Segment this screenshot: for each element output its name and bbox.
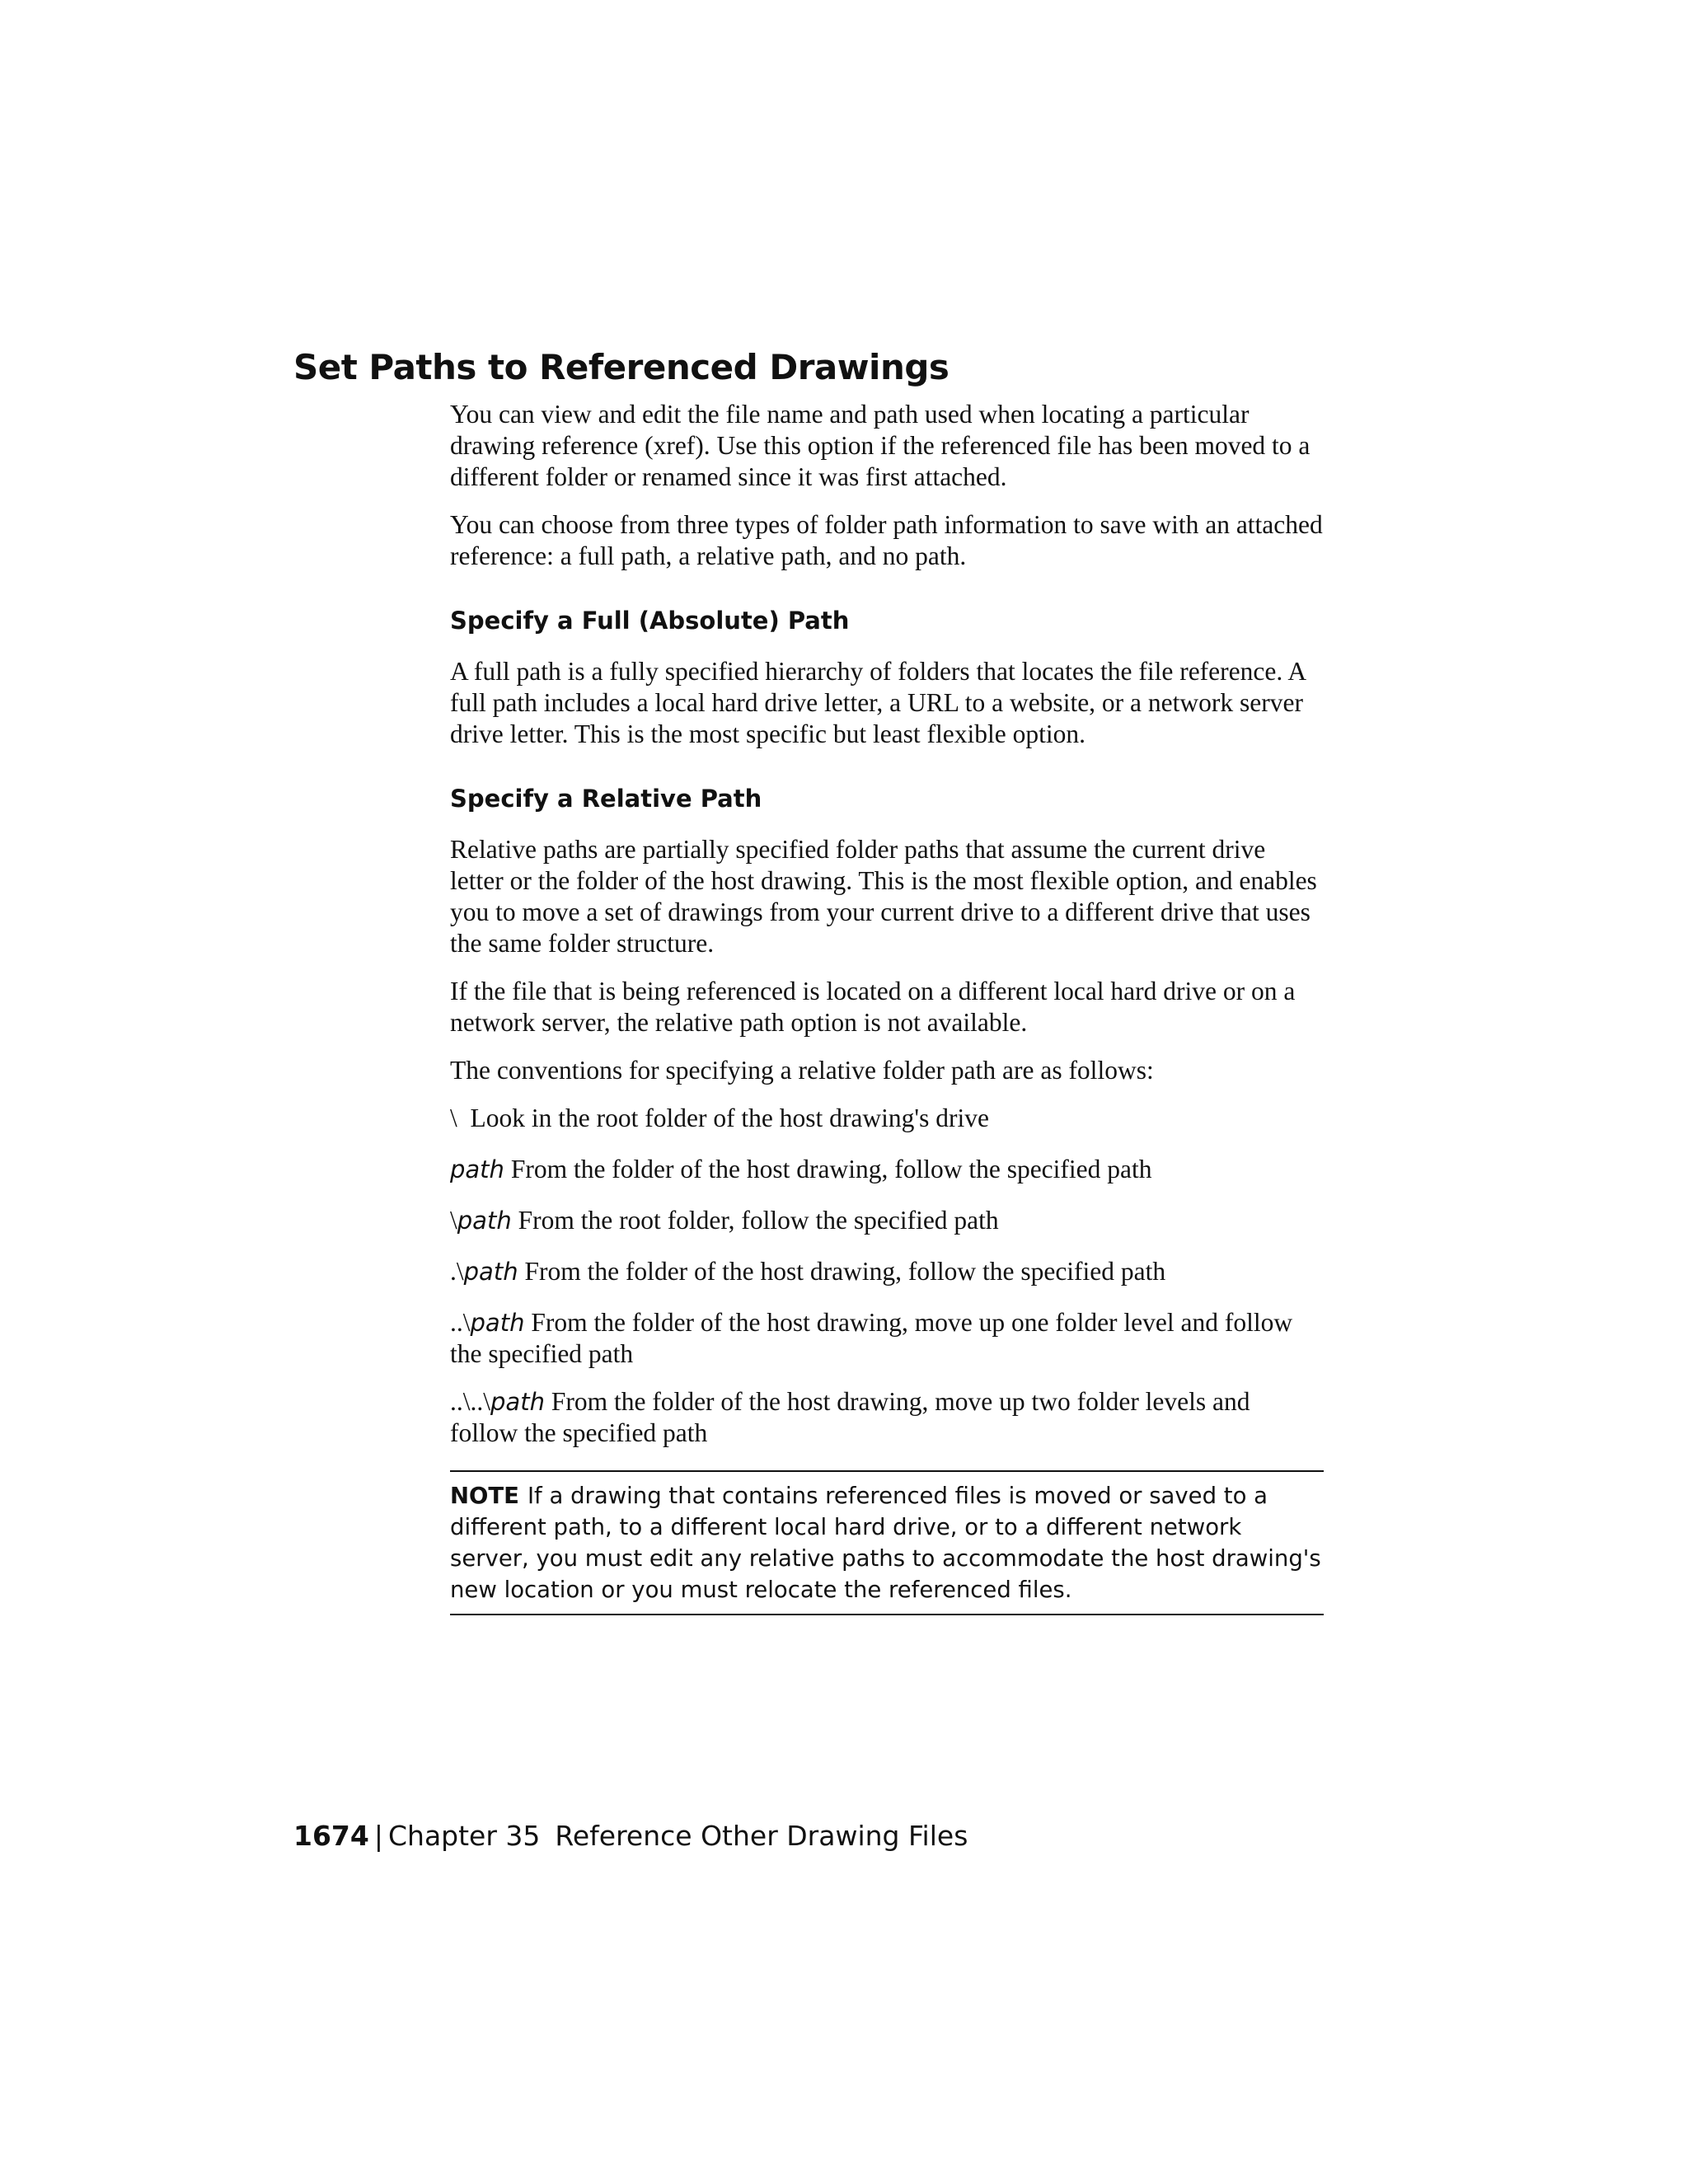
page-number: 1674: [293, 1820, 369, 1852]
chapter-label: Chapter 35: [387, 1820, 541, 1852]
note-text: If a drawing that contains referenced files is moved or saved to a different path, to a different local hard drive, or to a different network server, you must edit any relative paths to accommodate the host drawing's new location or you must relocate the referenced files.: [450, 1483, 1321, 1603]
convention-term: path: [450, 1155, 504, 1183]
convention-item: [450, 1103, 1324, 1134]
convention-description: From the folder of the host drawing, move up two folder levels and follow the specified path: [450, 1387, 1250, 1447]
main-content: [450, 399, 1324, 1615]
convention-description: From the folder of the host drawing, follow the specified path: [510, 1155, 1152, 1183]
page-footer: [293, 1818, 968, 1854]
convention-prefix: ..\: [450, 1308, 471, 1337]
convention-prefix: \: [450, 1104, 457, 1132]
convention-description: From the root folder, follow the specified path: [518, 1206, 999, 1235]
convention-description: Look in the root folder of the host drawing's drive: [470, 1104, 989, 1132]
convention-term: path: [490, 1388, 545, 1416]
convention-term: path: [463, 1258, 518, 1286]
convention-prefix: ..\..\: [450, 1387, 491, 1416]
section-heading-full-path: Specify a Full (Absolute) Path: [450, 607, 850, 635]
relative-path-paragraph: Relative paths are partially specified folder paths that assume the current drive letter or the folder of the host drawing. This is the most flexible option, and enables you to move a set of drawings from your current drive to a different drive that uses the same folder structure.: [450, 835, 1317, 958]
convention-item: [450, 1307, 1324, 1370]
footer-separator: |: [373, 1820, 383, 1852]
intro-paragraph: You can view and edit the file name and path used when locating a particular drawing reference (xref). Use this option if the referenced file has been moved to a different folder or renamed since it was first attached.: [450, 400, 1311, 491]
relative-path-paragraph: The conventions for specifying a relative folder path are as follows:: [450, 1056, 1154, 1085]
section-heading-relative-path: Specify a Relative Path: [450, 785, 762, 813]
convention-description: From the folder of the host drawing, move up one folder level and follow the specified path: [450, 1308, 1293, 1368]
intro-paragraph: You can choose from three types of folder path information to save with an attached reference: a full path, a relative path, and no path.: [450, 510, 1323, 570]
relative-path-paragraph: If the file that is being referenced is located on a different local hard drive or on a network server, the relative path option is not available.: [450, 977, 1296, 1037]
convention-item: [450, 1205, 1324, 1236]
convention-item: [450, 1386, 1324, 1449]
note-label: NOTE: [450, 1483, 519, 1509]
full-path-paragraph: A full path is a fully specified hierarchy of folders that locates the file reference. A full path includes a local hard drive letter, a URL to a website, or a network server drive letter. This is the most specific but least flexible option.: [450, 657, 1306, 748]
chapter-title: Reference Other Drawing Files: [555, 1820, 968, 1852]
convention-term: path: [457, 1207, 512, 1235]
convention-description: From the folder of the host drawing, follow the specified path: [524, 1257, 1166, 1286]
convention-prefix: .\: [450, 1257, 464, 1286]
convention-item: [450, 1154, 1324, 1185]
page-title: Set Paths to Referenced Drawings: [293, 347, 950, 387]
convention-term: path: [470, 1309, 525, 1337]
convention-item: [450, 1256, 1324, 1287]
note-box: [450, 1470, 1324, 1615]
convention-prefix: \: [450, 1206, 457, 1235]
